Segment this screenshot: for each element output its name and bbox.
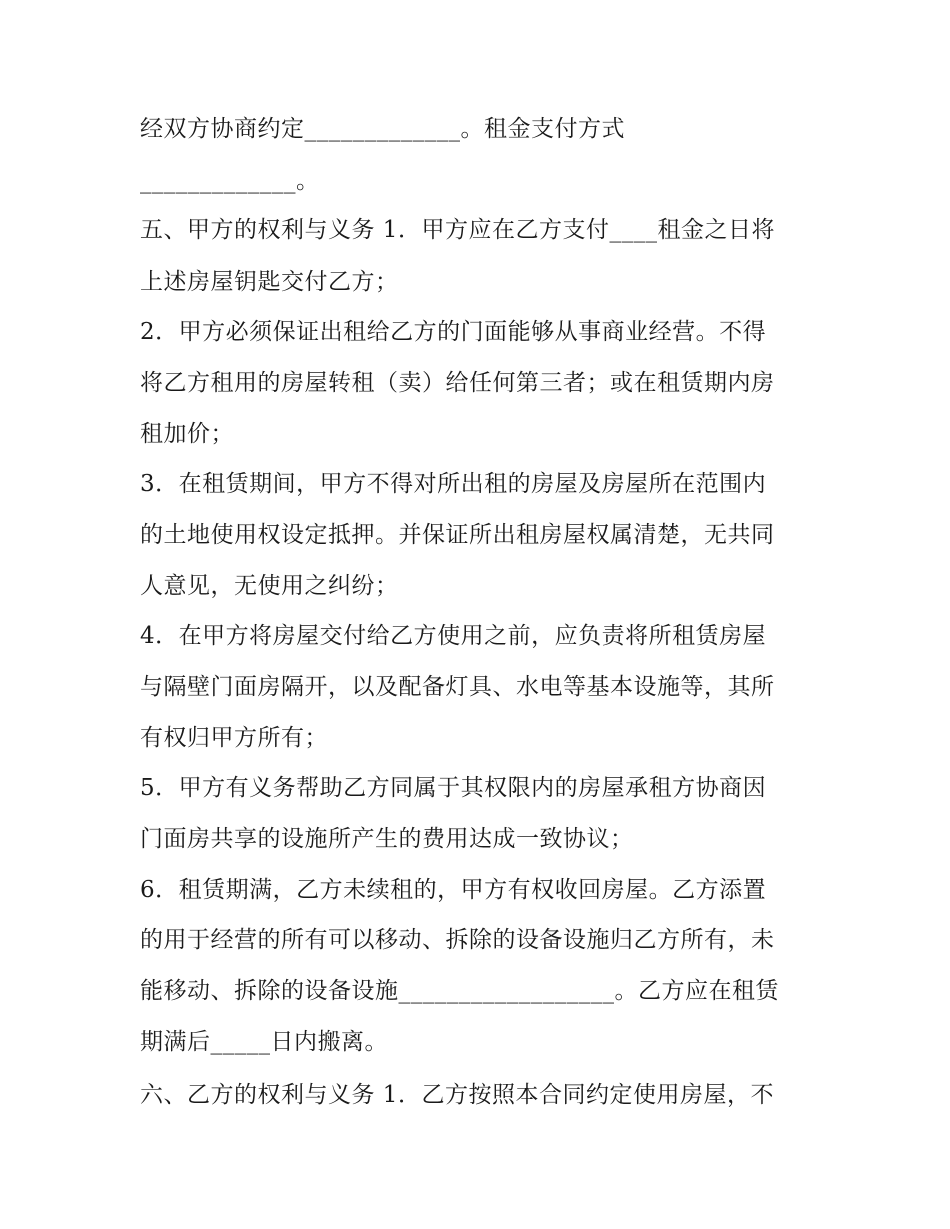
text-line: 3．在租赁期间，甲方不得对所出租的房屋及房屋所在范围内 (140, 471, 767, 497)
text-line: 有权归甲方所有； (140, 725, 328, 751)
text-line: 4．在甲方将房屋交付给乙方使用之前，应负责将所租赁房屋 (140, 623, 767, 649)
text-line: 租加价； (140, 421, 234, 447)
text-line: 6．租赁期满，乙方未续租的，甲方有权收回房屋。乙方添置 (140, 877, 767, 903)
text-line: 的用于经营的所有可以移动、拆除的设备设施归乙方所有，未 (140, 927, 775, 953)
text-line: 上述房屋钥匙交付乙方； (140, 269, 399, 295)
text-line: 期满后_____日内搬离。 (140, 1029, 388, 1055)
text-line: 门面房共享的设施所产生的费用达成一致协议； (140, 826, 634, 852)
text-line: 人意见，无使用之纠纷； (140, 573, 399, 599)
text-line: 2．甲方必须保证出租给乙方的门面能够从事商业经营。不得 (140, 319, 767, 345)
text-line: 将乙方租用的房屋转租（卖）给任何第三者；或在租赁期内房 (140, 370, 775, 396)
text-line: 五、甲方的权利与义务 1．甲方应在乙方支付____租金之日将 (140, 217, 775, 243)
text-line: 与隔壁门面房隔开，以及配备灯具、水电等基本设施等，其所 (140, 674, 775, 700)
text-line: 能移动、拆除的设备设施__________________。乙方应在租赁 (140, 978, 779, 1004)
text-line: 六、乙方的权利与义务 1．乙方按照本合同约定使用房屋，不 (140, 1082, 774, 1108)
text-line: 5．甲方有义务帮助乙方同属于其权限内的房屋承租方协商因 (140, 775, 767, 801)
text-line: 经双方协商约定_____________。租金支付方式 (140, 116, 625, 142)
text-line: _____________。 (140, 168, 320, 194)
text-line: 的土地使用权设定抵押。并保证所出租房屋权属清楚，无共同 (140, 522, 775, 548)
